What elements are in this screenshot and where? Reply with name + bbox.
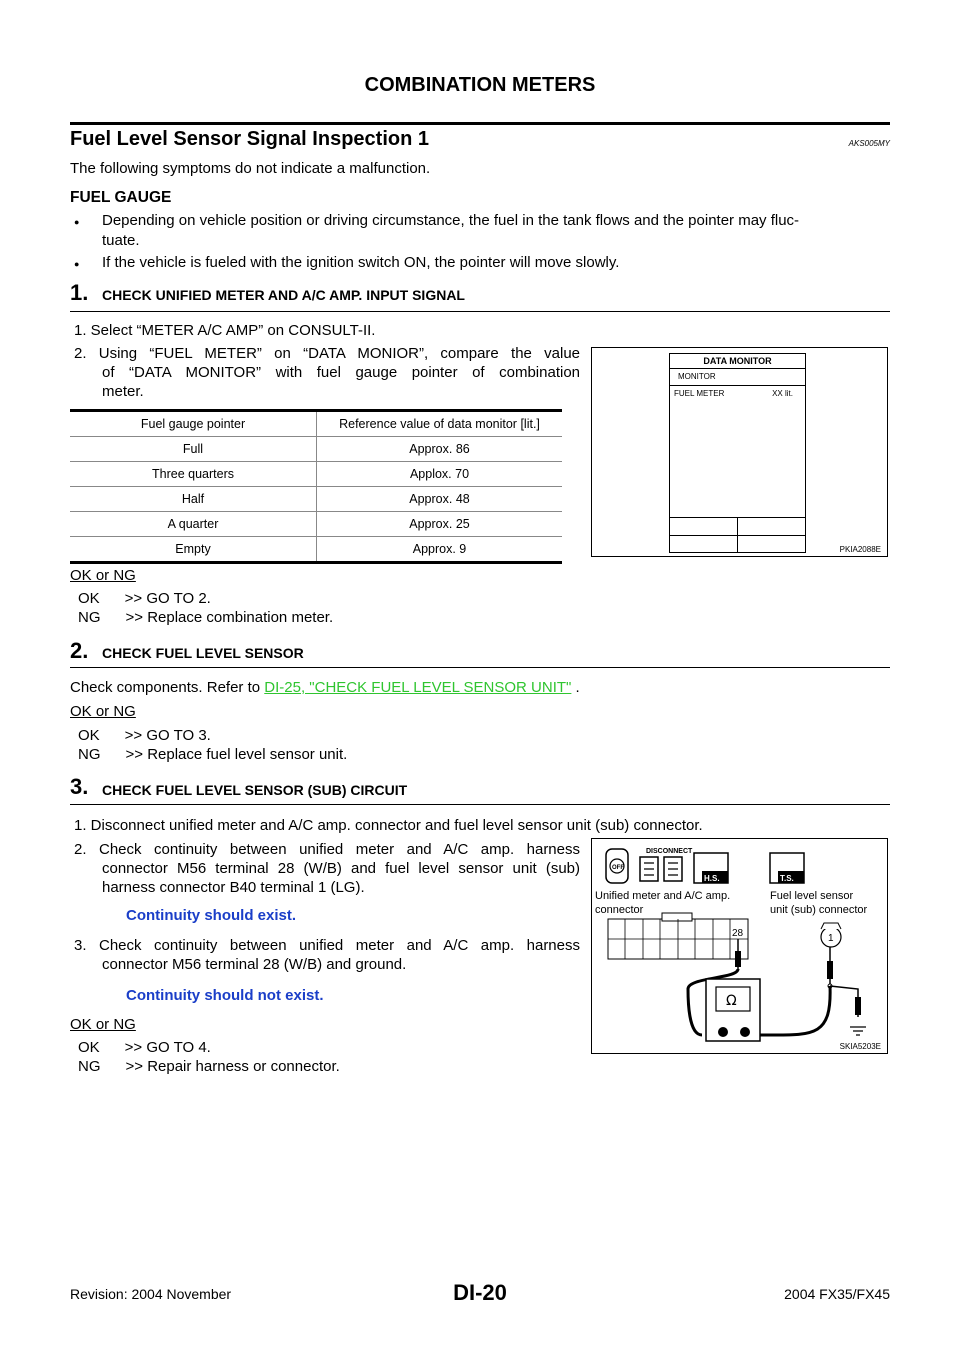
table-cell: A quarter <box>70 512 317 537</box>
figure-code: PKIA2088E <box>839 545 881 554</box>
header-rule <box>70 122 890 125</box>
page-number: DI-20 <box>453 1280 507 1305</box>
ohm-symbol: Ω <box>726 993 737 1009</box>
section-code: AKS005MY <box>848 139 890 148</box>
step3-item1: 1. Disconnect unified meter and A/C amp. connector and fuel level sensor unit (sub) connector. <box>74 817 703 834</box>
unified-meter-label: Unified meter and A/C amp. <box>595 890 731 902</box>
step-rule <box>70 804 890 805</box>
data-monitor-figure <box>591 347 888 557</box>
result-label: OK or NG <box>70 703 136 720</box>
step-title: CHECK FUEL LEVEL SENSOR (SUB) CIRCUIT <box>102 782 408 798</box>
ng-result: NG >> Repair harness or connector. <box>78 1058 340 1075</box>
unified-meter-connector <box>608 913 748 959</box>
table-cell: Full <box>70 437 317 462</box>
fuel-sensor-label: unit (sub) connector <box>770 904 868 916</box>
step3-item2: 2. Check continuity between unified meter and A/C amp. harness connector M56 terminal 28 (W/B) and fuel level sensor unit (sub) harness connector B40 terminal 1 (LG). <box>74 841 580 896</box>
table-row <box>70 487 562 512</box>
disconnect-icon <box>640 848 693 881</box>
step-title: CHECK UNIFIED METER AND A/C AMP. INPUT SIGNAL <box>102 287 465 303</box>
bullet-item: If the vehicle is fueled with the ignition switch ON, the pointer will move slowly. <box>102 254 620 271</box>
data-monitor-screen <box>669 353 806 553</box>
data-monitor-title: DATA MONITOR <box>670 354 805 369</box>
svg-text:T.S.: T.S. <box>780 874 794 883</box>
step-number: 3. <box>70 774 89 799</box>
table-header: Fuel gauge pointer <box>70 412 317 437</box>
svg-text:OFF: OFF <box>612 865 624 871</box>
monitor-label: MONITOR <box>670 369 805 386</box>
terminal-28-label: 28 <box>732 928 744 939</box>
table-row <box>70 512 562 537</box>
bullet-item: Depending on vehicle position or driving circumstance, the fuel in the tank flows and the pointer may fluc- tuate. <box>102 212 800 249</box>
revision-text: Revision: 2004 November <box>70 1286 232 1302</box>
result-label: OK or NG <box>70 1016 136 1033</box>
svg-text:DISCONNECT: DISCONNECT <box>646 848 693 855</box>
fuel-meter-value: XX lit. <box>772 389 793 398</box>
terminal-1-label: 1 <box>828 933 834 944</box>
section-title: Fuel Level Sensor Signal Inspection 1 <box>70 128 429 150</box>
step-rule <box>70 667 890 668</box>
reference-table <box>70 409 562 564</box>
table-row <box>70 537 562 562</box>
step1-item1: 1. Select “METER A/C AMP” on CONSULT-II. <box>74 322 376 339</box>
fuel-meter-label: FUEL METER <box>674 389 725 398</box>
ohmmeter-icon <box>706 979 760 1041</box>
ts-icon <box>770 853 804 883</box>
model-text: 2004 FX35/FX45 <box>784 1286 890 1302</box>
hs-icon <box>694 853 728 883</box>
step-title: CHECK FUEL LEVEL SENSOR <box>102 645 304 661</box>
table-cell: Applox. 70 <box>317 462 563 487</box>
table-cell: Approx. 48 <box>317 487 563 512</box>
ok-result: OK >> GO TO 2. <box>78 590 211 607</box>
table-cell: Approx. 86 <box>317 437 563 462</box>
no-continuity-spec: Continuity should not exist. <box>126 987 324 1004</box>
table-cell: Approx. 9 <box>412 542 467 556</box>
svg-text:H.S.: H.S. <box>704 874 720 883</box>
ng-result: NG >> Replace combination meter. <box>78 609 334 626</box>
reference-link[interactable]: DI-25, "CHECK FUEL LEVEL SENSOR UNIT" <box>264 679 572 696</box>
fuel-sensor-label: Fuel level sensor <box>770 890 854 902</box>
table-cell: Empty <box>70 537 317 562</box>
step-number: 2. <box>70 638 89 663</box>
table-header-row <box>70 412 562 437</box>
table-cell: Approx. 25 <box>317 512 563 537</box>
step-rule <box>70 311 890 312</box>
step-number: 1. <box>70 280 89 305</box>
fuel-gauge-heading: FUEL GAUGE <box>70 189 172 206</box>
continuity-spec: Continuity should exist. <box>126 907 297 924</box>
continuity-check-figure <box>591 838 888 1054</box>
table-header: Reference value of data monitor [lit.] <box>317 412 563 437</box>
bullet-icon: ● <box>74 259 80 269</box>
step1-item2: 2. Using “FUEL METER” on “DATA MONIOR”, compare the value of “DATA MONITOR” with fuel gauge pointer of combination meter. <box>74 345 580 400</box>
table-row <box>70 437 562 462</box>
figure-code: SKIA5203E <box>839 1042 881 1051</box>
result-label: OK or NG <box>70 567 136 584</box>
step2-text: Check components. Refer to DI-25, "CHECK FUEL LEVEL SENSOR UNIT" . <box>70 679 580 696</box>
bullet-icon: ● <box>74 217 80 227</box>
screen-divider <box>737 517 738 552</box>
step3-item3: 3. Check continuity between unified meter and A/C amp. harness connector M56 terminal 28 (W/B) and ground. <box>74 937 580 973</box>
unified-meter-label: connector <box>595 904 644 916</box>
ok-result: OK >> GO TO 4. <box>78 1039 211 1056</box>
table-row <box>70 462 562 487</box>
table-cell: Three quarters <box>70 462 317 487</box>
table-cell: Half <box>70 487 317 512</box>
page-title: COMBINATION METERS <box>364 74 596 96</box>
ng-result: NG >> Replace fuel level sensor unit. <box>78 746 348 763</box>
ok-result: OK >> GO TO 3. <box>78 727 211 744</box>
wiring-diagram <box>592 839 887 1053</box>
fuel-meter-row <box>670 386 805 402</box>
ignition-off-icon <box>606 849 628 883</box>
intro-text: The following symptoms do not indicate a malfunction. <box>70 160 431 177</box>
fuel-sensor-connector <box>821 923 841 947</box>
